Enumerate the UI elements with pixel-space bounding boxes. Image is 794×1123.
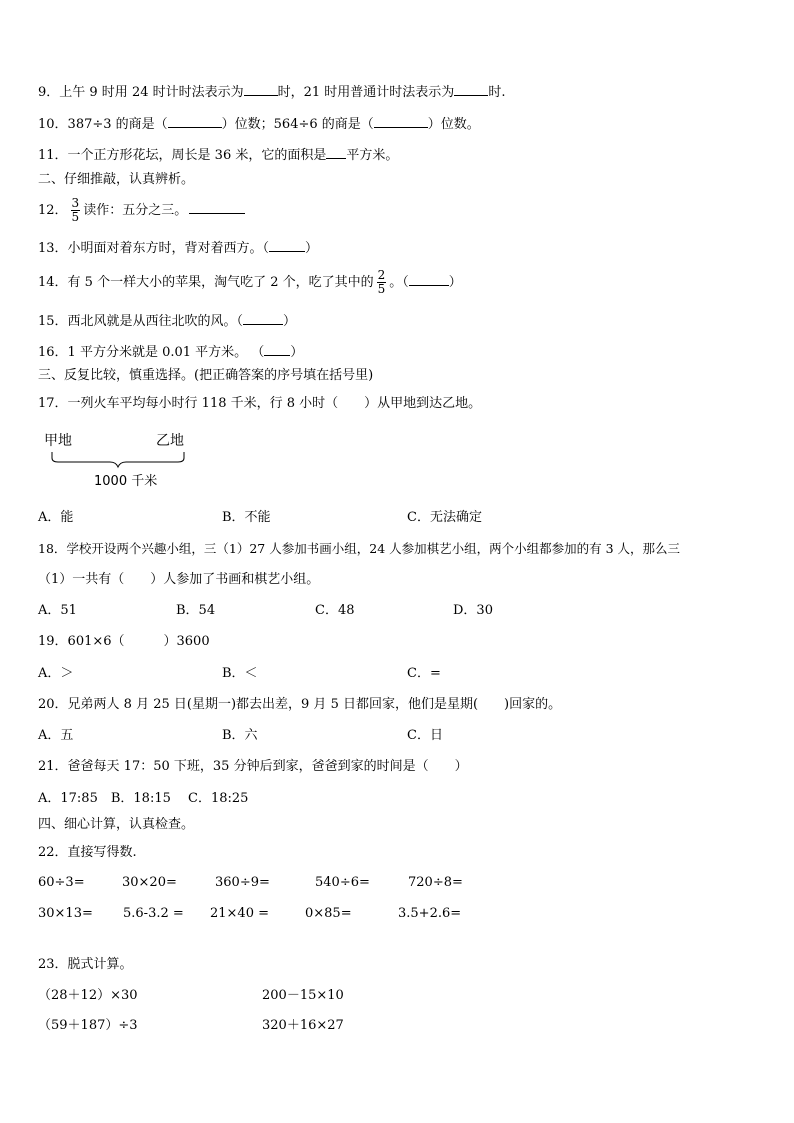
answer-blank[interactable]: [454, 82, 488, 96]
calc-item: （28＋12）×30: [38, 988, 138, 1003]
answer-blank[interactable]: [168, 114, 222, 128]
section-4-heading: 四、细心计算，认真检查。: [38, 817, 195, 832]
q17-option-a[interactable]: A．能: [38, 510, 74, 525]
q15-text-a: 15．西北风就是从西往北吹的风。（: [38, 314, 244, 329]
question-20: 20．兄弟两人 8 月 25 日(星期一)都去出差，9 月 5 日都回家，他们是星期( )回家的。: [38, 697, 562, 712]
q9-text-a: 9．上午 9 时用 24 时计时法表示为: [38, 85, 244, 100]
q11-text-a: 11．一个正方形花坛，周长是 36 米，它的面积是: [38, 148, 327, 163]
answer-blank[interactable]: [374, 114, 428, 128]
q11-text-b: 平方米。: [346, 148, 399, 163]
q20-option-b[interactable]: B．六: [222, 728, 258, 743]
section-2-heading: 二、仔细推敲，认真辨析。: [38, 172, 195, 187]
question-14: [38, 266, 462, 300]
q14-text-c: ）: [448, 275, 462, 290]
q9-text-b: 时，21 时用普通计时法表示为: [277, 85, 455, 100]
question-13: [38, 238, 318, 258]
q13-text-a: 13．小明面对着东方时，背对着西方。（: [38, 241, 270, 256]
answer-blank[interactable]: [244, 82, 278, 96]
question-10: [38, 114, 480, 134]
q15-text-b: ）: [283, 314, 297, 329]
q19-option-a[interactable]: A．＞: [38, 666, 74, 681]
diagram-end-label: 乙地: [156, 433, 184, 449]
q17-option-c[interactable]: C．无法确定: [407, 510, 482, 525]
fraction: [377, 269, 387, 296]
calc-item: 5.6-3.2 =: [123, 906, 184, 921]
q18-option-c[interactable]: C．48: [315, 603, 355, 618]
q10-text-a: 10．387÷3 的商是（: [38, 117, 168, 132]
q20-option-a[interactable]: A．五: [38, 728, 74, 743]
answer-blank[interactable]: [409, 272, 449, 286]
question-16: [38, 342, 303, 362]
q12-text-a: 12．: [38, 203, 68, 218]
diagram-distance-label: 1000 千米: [94, 474, 158, 489]
distance-diagram: [44, 430, 204, 490]
question-21: 21．爸爸每天 17：50 下班，35 分钟后到家，爸爸到家的时间是（ ）: [38, 759, 468, 774]
q19-option-c[interactable]: C．=: [407, 666, 441, 681]
calc-item: 60÷3=: [38, 875, 85, 890]
fraction: [71, 197, 81, 224]
q17-option-b[interactable]: B．不能: [222, 510, 271, 525]
answer-blank[interactable]: [326, 145, 346, 159]
q21-options[interactable]: A．17:85 B．18:15 C．18:25: [38, 791, 249, 806]
question-22: 22．直接写得数.: [38, 845, 137, 860]
question-12: [38, 194, 245, 228]
calc-item: 200－15×10: [262, 988, 344, 1003]
question-11: [38, 145, 398, 165]
question-18-line-1: 18．学校开设两个兴趣小组，三（1）27 人参加书画小组，24 人参加棋艺小组，两个小组都参加的有 3 人，那么三: [38, 541, 681, 556]
q18-option-a[interactable]: A．51: [38, 603, 77, 618]
q9-text-c: 时.: [488, 85, 506, 100]
calc-item: 320＋16×27: [262, 1018, 344, 1033]
answer-blank[interactable]: [269, 238, 305, 252]
calc-item: 30×20=: [122, 875, 177, 890]
calc-item: 720÷8=: [408, 875, 463, 890]
q10-text-c: ）位数。: [427, 117, 480, 132]
fraction-denominator: 5: [377, 282, 386, 296]
question-17: 17．一列火车平均每小时行 118 千米，行 8 小时（ ）从甲地到达乙地。: [38, 396, 482, 411]
calc-item: 21×40 =: [210, 906, 270, 921]
answer-blank[interactable]: [243, 311, 283, 325]
q13-text-b: ）: [305, 241, 319, 256]
q14-text-a: 14．有 5 个一样大小的苹果，淘气吃了 2 个，吃了其中的: [38, 275, 374, 290]
q10-text-b: ）位数；564÷6 的商是（: [221, 117, 374, 132]
calc-item: 0×85=: [305, 906, 352, 921]
q16-text-a: 16．1 平方分米就是 0.01 平方米。 （: [38, 345, 265, 360]
q18-option-b[interactable]: B．54: [176, 603, 216, 618]
calc-item: 30×13=: [38, 906, 93, 921]
question-18-line-2: （1）一共有（ ）人参加了书画和棋艺小组。: [38, 572, 320, 587]
answer-blank[interactable]: [264, 342, 290, 356]
calc-item: 3.5+2.6=: [398, 906, 462, 921]
answer-blank[interactable]: [189, 200, 245, 214]
fraction-denominator: 5: [71, 210, 80, 224]
q12-text-b: 读作：五分之三。: [83, 203, 188, 218]
calc-item: 360÷9=: [215, 875, 270, 890]
question-15: [38, 311, 296, 331]
q18-option-d[interactable]: D．30: [453, 603, 493, 618]
question-9: [38, 82, 505, 102]
question-23: 23．脱式计算。: [38, 957, 133, 972]
calc-item: （59＋187）÷3: [38, 1018, 138, 1033]
fraction-numerator: 3: [71, 196, 80, 210]
q20-option-c[interactable]: C．日: [407, 728, 443, 743]
question-19: 19．601×6（ ）3600: [38, 634, 210, 649]
fraction-numerator: 2: [377, 268, 386, 282]
q19-option-b[interactable]: B．＜: [222, 666, 258, 681]
q14-text-b: 。（: [389, 275, 409, 290]
diagram-start-label: 甲地: [44, 433, 72, 449]
calc-item: 540÷6=: [315, 875, 370, 890]
section-3-heading: 三、反复比较，慎重选择。(把正确答案的序号填在括号里): [38, 368, 374, 383]
q16-text-b: ）: [290, 345, 304, 360]
